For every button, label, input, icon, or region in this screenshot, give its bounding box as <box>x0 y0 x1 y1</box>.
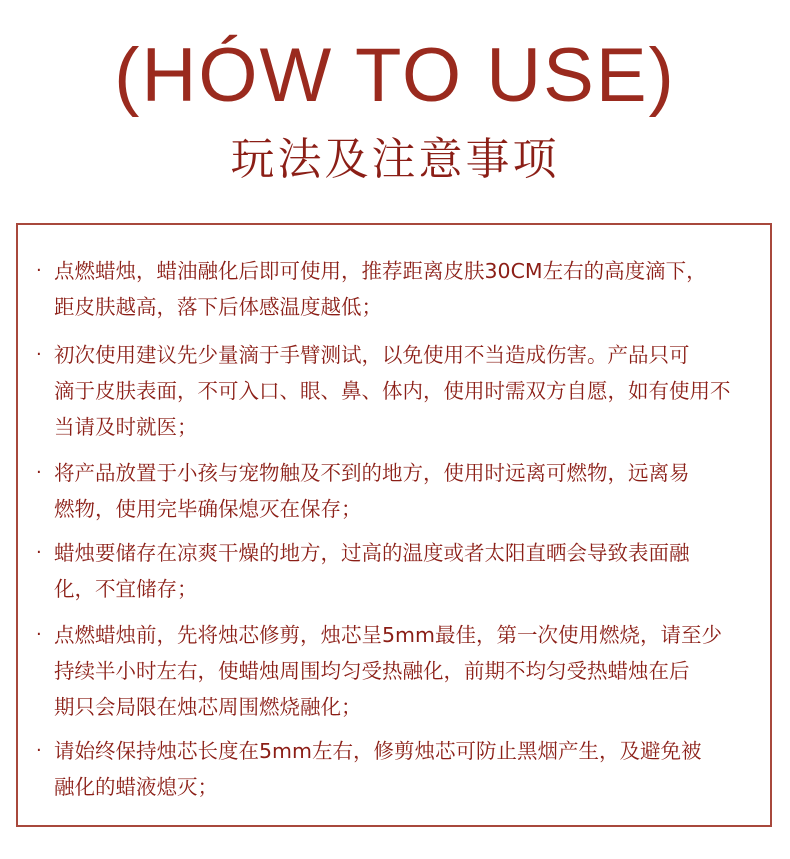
instruction-line: 蜡烛要储存在凉爽干燥的地方，过高的温度或者太阳直晒会导致表面融 <box>54 541 690 565</box>
instruction-line: 化，不宜储存； <box>54 577 198 601</box>
bullet-dot: · <box>36 344 42 365</box>
instruction-line: 当请及时就医； <box>54 415 198 439</box>
instruction-line: 请始终保持烛芯长度在5mm左右，修剪烛芯可防止黑烟产生，及避免被 <box>54 739 702 763</box>
instructions-box <box>16 223 772 827</box>
instruction-line: 将产品放置于小孩与宠物触及不到的地方，使用时远离可燃物，远离易 <box>54 461 690 485</box>
bullet-dot: · <box>36 260 42 281</box>
instruction-line: 距皮肤越高，落下后体感温度越低； <box>54 295 382 319</box>
instruction-item <box>38 455 768 527</box>
instruction-line: 融化的蜡液熄灭； <box>54 775 218 799</box>
instruction-line: 初次使用建议先少量滴于手臂测试，以免使用不当造成伤害。产品只可 <box>54 343 690 367</box>
page-title-english: (HÓW TO USE) <box>114 33 676 118</box>
instruction-line: 点燃蜡烛前，先将烛芯修剪，烛芯呈5mm最佳，第一次使用燃烧，请至少 <box>54 623 722 647</box>
bullet-dot: · <box>36 542 42 563</box>
instruction-line: 燃物，使用完毕确保熄灭在保存； <box>54 497 362 521</box>
instruction-item <box>38 617 768 725</box>
page-title-chinese: 玩法及注意事项 <box>230 134 560 185</box>
instruction-item <box>38 733 768 805</box>
instruction-item <box>38 535 768 607</box>
bullet-dot: · <box>36 624 42 645</box>
instruction-line: 滴于皮肤表面，不可入口、眼、鼻、体内，使用时需双方自愿，如有使用不 <box>54 379 731 403</box>
instruction-item <box>38 337 768 445</box>
instruction-line: 点燃蜡烛，蜡油融化后即可使用，推荐距离皮肤30CM左右的高度滴下， <box>54 259 707 283</box>
bullet-dot: · <box>36 740 42 761</box>
bullet-dot: · <box>36 462 42 483</box>
instruction-line: 期只会局限在烛芯周围燃烧融化； <box>54 695 362 719</box>
instruction-item <box>38 253 768 325</box>
instruction-line: 持续半小时左右，使蜡烛周围均匀受热融化，前期不均匀受热蜡烛在后 <box>54 659 690 683</box>
